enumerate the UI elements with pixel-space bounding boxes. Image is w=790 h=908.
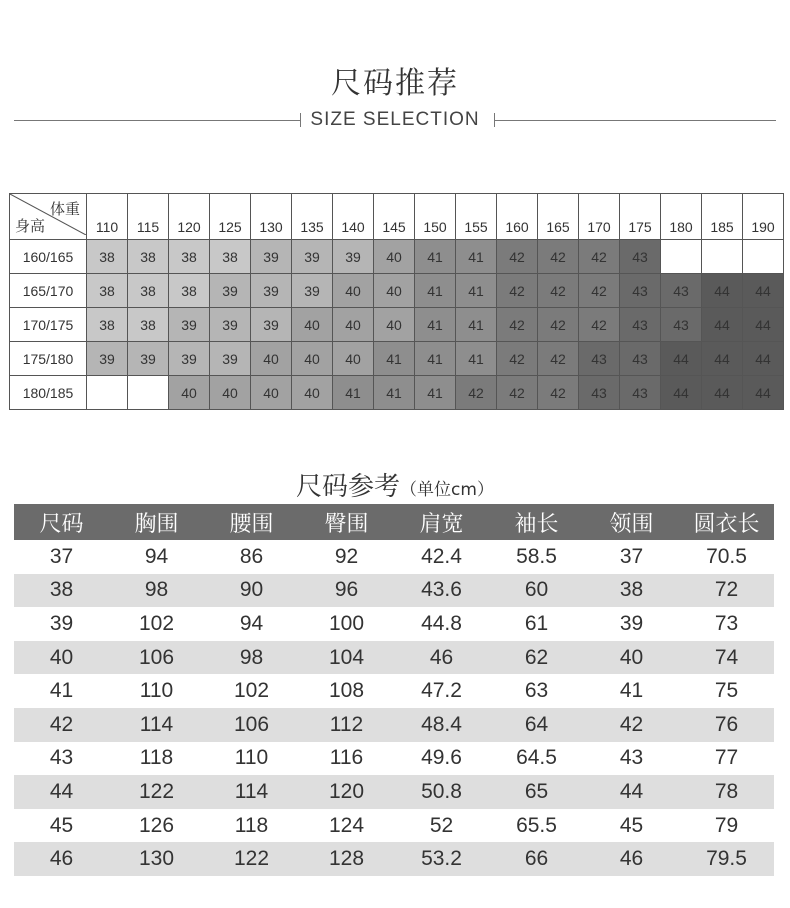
size-cell: 43 <box>620 342 661 376</box>
size-cell: 42 <box>579 274 620 308</box>
size-cell: 43 <box>661 274 702 308</box>
size-cell: 39 <box>251 308 292 342</box>
reference-row <box>14 842 774 876</box>
size-cell: 40 <box>333 274 374 308</box>
size-cell: 43 <box>620 308 661 342</box>
reference-cell: 61 <box>524 611 549 635</box>
size-cell: 44 <box>702 274 743 308</box>
reference-cell: 130 <box>109 842 204 876</box>
weight-header-cell: 115 <box>128 194 169 240</box>
reference-cell: 98 <box>109 574 204 608</box>
reference-cell: 116 <box>329 746 364 770</box>
height-label-cell: 180/185 <box>10 376 87 410</box>
size-cell: 40 <box>292 308 333 342</box>
size-cell <box>702 240 743 274</box>
reference-cell: 37 <box>619 544 644 568</box>
reference-cell: 40 <box>584 641 679 675</box>
size-reference-table <box>14 504 774 876</box>
reference-cell: 106 <box>109 641 204 675</box>
size-cell: 41 <box>415 240 456 274</box>
divider-line-right <box>494 120 776 121</box>
reference-cell: 110 <box>139 679 174 703</box>
size-cell: 44 <box>743 376 784 410</box>
size-cell: 38 <box>169 274 210 308</box>
reference-cell: 39 <box>49 611 74 635</box>
reference-cell: 63 <box>524 679 549 703</box>
grid-row <box>10 376 784 410</box>
size-cell: 41 <box>456 240 497 274</box>
reference-cell: 38 <box>14 574 109 608</box>
size-cell: 44 <box>743 342 784 376</box>
size-cell: 39 <box>210 274 251 308</box>
reference-cell: 50.8 <box>394 775 489 809</box>
reference-cell: 74 <box>679 641 774 675</box>
size-recommendation-grid <box>9 193 784 410</box>
reference-cell: 104 <box>299 641 394 675</box>
reference-header-cell: 领围 <box>584 504 679 540</box>
size-cell: 39 <box>292 274 333 308</box>
weight-header-cell: 110 <box>87 194 128 240</box>
size-cell <box>87 376 128 410</box>
reference-cell: 42 <box>584 708 679 742</box>
reference-cell: 44.8 <box>421 611 462 635</box>
reference-cell: 79.5 <box>679 842 774 876</box>
reference-cell: 62 <box>489 641 584 675</box>
size-cell: 44 <box>661 342 702 376</box>
reference-cell: 64.5 <box>516 746 557 770</box>
size-cell: 39 <box>128 342 169 376</box>
size-cell: 40 <box>169 376 210 410</box>
reference-cell: 96 <box>299 574 394 608</box>
weight-header-cell: 155 <box>456 194 497 240</box>
size-cell: 40 <box>292 342 333 376</box>
size-cell: 40 <box>210 376 251 410</box>
reference-cell: 122 <box>109 775 204 809</box>
weight-header-cell: 185 <box>702 194 743 240</box>
size-cell: 39 <box>333 240 374 274</box>
reference-cell: 114 <box>109 708 204 742</box>
size-cell: 40 <box>251 376 292 410</box>
size-cell: 43 <box>620 274 661 308</box>
reference-cell: 46 <box>14 842 109 876</box>
reference-cell: 41 <box>49 679 74 703</box>
reference-cell: 52 <box>429 813 454 837</box>
size-cell: 38 <box>87 274 128 308</box>
size-cell: 44 <box>661 376 702 410</box>
size-cell: 41 <box>456 308 497 342</box>
reference-cell: 90 <box>204 574 299 608</box>
weight-header-cell: 160 <box>497 194 538 240</box>
reference-cell: 49.6 <box>421 746 462 770</box>
weight-header-cell: 145 <box>374 194 415 240</box>
reference-cell: 92 <box>334 544 359 568</box>
reference-row <box>14 674 774 708</box>
reference-cell: 60 <box>489 574 584 608</box>
reference-header-row <box>14 504 774 540</box>
weight-header-cell: 125 <box>210 194 251 240</box>
size-cell: 41 <box>456 342 497 376</box>
size-cell <box>128 376 169 410</box>
size-cell: 39 <box>169 308 210 342</box>
size-cell: 42 <box>497 342 538 376</box>
reference-cell: 44 <box>584 775 679 809</box>
reference-cell: 79 <box>714 813 739 837</box>
corner-height-label: 身高 <box>15 218 46 235</box>
reference-cell: 45 <box>49 813 74 837</box>
reference-cell: 124 <box>328 813 365 837</box>
reference-header-cell: 胸围 <box>109 504 204 540</box>
weight-header-cell: 190 <box>743 194 784 240</box>
height-label-cell: 165/170 <box>10 274 87 308</box>
size-cell: 40 <box>333 342 374 376</box>
size-cell: 43 <box>620 240 661 274</box>
reference-cell: 39 <box>619 611 644 635</box>
size-cell: 38 <box>128 274 169 308</box>
reference-row <box>14 775 774 809</box>
grid-header-row <box>10 194 784 240</box>
grid-corner-cell <box>10 194 87 240</box>
reference-cell: 53.2 <box>394 842 489 876</box>
size-cell: 43 <box>661 308 702 342</box>
size-cell: 38 <box>87 240 128 274</box>
weight-header-cell: 175 <box>620 194 661 240</box>
size-cell: 42 <box>497 240 538 274</box>
reference-cell: 43 <box>619 746 644 770</box>
reference-header-cell: 尺码 <box>14 504 109 540</box>
reference-row <box>14 809 774 843</box>
size-cell: 41 <box>415 308 456 342</box>
reference-row <box>14 708 774 742</box>
weight-header-cell: 180 <box>661 194 702 240</box>
reference-cell: 110 <box>234 746 269 770</box>
reference-cell: 94 <box>239 611 264 635</box>
reference-header-cell: 袖长 <box>489 504 584 540</box>
reference-cell: 122 <box>204 842 299 876</box>
weight-header-cell: 165 <box>538 194 579 240</box>
grid-row <box>10 274 784 308</box>
reference-header-cell: 肩宽 <box>394 504 489 540</box>
reference-row <box>14 607 774 641</box>
reference-cell: 126 <box>138 813 175 837</box>
size-cell: 42 <box>579 308 620 342</box>
size-cell: 40 <box>333 308 374 342</box>
reference-header-cell: 圆衣长 <box>679 504 774 540</box>
size-cell: 42 <box>497 308 538 342</box>
reference-cell: 112 <box>299 708 394 742</box>
reference-cell: 40 <box>14 641 109 675</box>
size-cell: 44 <box>702 308 743 342</box>
size-cell: 42 <box>497 274 538 308</box>
size-cell: 44 <box>743 274 784 308</box>
reference-cell: 41 <box>619 679 644 703</box>
reference-unit: （单位cm） <box>400 480 494 500</box>
reference-cell: 86 <box>239 544 264 568</box>
height-label-cell: 170/175 <box>10 308 87 342</box>
reference-cell: 120 <box>299 775 394 809</box>
reference-cell: 45 <box>619 813 644 837</box>
size-cell: 39 <box>251 274 292 308</box>
page-title: 尺码推荐 <box>331 66 459 101</box>
size-cell: 43 <box>620 376 661 410</box>
grid-row <box>10 308 784 342</box>
reference-cell: 46 <box>584 842 679 876</box>
reference-row <box>14 574 774 608</box>
size-cell: 42 <box>538 240 579 274</box>
corner-weight-label: 体重 <box>49 201 80 218</box>
weight-header-cell: 140 <box>333 194 374 240</box>
size-cell: 42 <box>538 342 579 376</box>
grid-row <box>10 240 784 274</box>
reference-cell: 47.2 <box>421 679 462 703</box>
page-subtitle: SIZE SELECTION <box>310 109 480 130</box>
reference-header-cell: 腰围 <box>204 504 299 540</box>
size-cell: 38 <box>128 240 169 274</box>
reference-cell: 66 <box>489 842 584 876</box>
size-cell: 41 <box>456 274 497 308</box>
size-cell: 39 <box>87 342 128 376</box>
height-label-cell: 160/165 <box>10 240 87 274</box>
reference-cell: 42 <box>14 708 109 742</box>
size-cell: 38 <box>210 240 251 274</box>
reference-cell: 37 <box>49 544 74 568</box>
size-cell: 42 <box>579 240 620 274</box>
size-cell: 40 <box>374 308 415 342</box>
size-cell: 42 <box>538 274 579 308</box>
size-cell: 39 <box>210 342 251 376</box>
size-cell: 41 <box>415 376 456 410</box>
reference-cell: 73 <box>714 611 739 635</box>
size-cell: 39 <box>251 240 292 274</box>
reference-row <box>14 540 774 574</box>
reference-cell: 64 <box>489 708 584 742</box>
size-cell: 41 <box>333 376 374 410</box>
size-cell: 39 <box>292 240 333 274</box>
weight-header-cell: 150 <box>415 194 456 240</box>
size-cell: 43 <box>579 342 620 376</box>
weight-header-cell: 120 <box>169 194 210 240</box>
reference-cell: 102 <box>138 611 175 635</box>
reference-cell: 44 <box>14 775 109 809</box>
size-cell: 44 <box>743 308 784 342</box>
reference-cell: 48.4 <box>394 708 489 742</box>
reference-cell: 98 <box>204 641 299 675</box>
reference-title <box>0 466 790 503</box>
reference-cell: 108 <box>328 679 365 703</box>
reference-cell: 46 <box>394 641 489 675</box>
subtitle-divider <box>14 108 776 134</box>
size-cell: 38 <box>169 240 210 274</box>
reference-cell: 102 <box>233 679 270 703</box>
reference-cell: 43 <box>49 746 74 770</box>
grid-row <box>10 342 784 376</box>
reference-row <box>14 641 774 675</box>
size-cell: 40 <box>251 342 292 376</box>
reference-cell: 100 <box>328 611 365 635</box>
reference-cell: 76 <box>679 708 774 742</box>
size-cell: 40 <box>374 240 415 274</box>
size-cell: 44 <box>702 342 743 376</box>
reference-cell: 43.6 <box>394 574 489 608</box>
size-cell: 38 <box>87 308 128 342</box>
size-cell: 40 <box>292 376 333 410</box>
size-cell: 43 <box>579 376 620 410</box>
size-cell: 44 <box>702 376 743 410</box>
weight-header-cell: 170 <box>579 194 620 240</box>
reference-cell: 78 <box>679 775 774 809</box>
reference-cell: 106 <box>204 708 299 742</box>
reference-cell: 118 <box>139 746 174 770</box>
size-cell: 41 <box>415 274 456 308</box>
reference-cell: 77 <box>714 746 739 770</box>
weight-header-cell: 130 <box>251 194 292 240</box>
size-cell <box>661 240 702 274</box>
reference-header-cell: 臀围 <box>299 504 394 540</box>
size-cell: 41 <box>415 342 456 376</box>
size-cell: 41 <box>374 342 415 376</box>
reference-cell: 42.4 <box>421 544 462 568</box>
size-cell: 42 <box>456 376 497 410</box>
reference-cell: 38 <box>584 574 679 608</box>
reference-row <box>14 742 774 776</box>
reference-cell: 118 <box>234 813 269 837</box>
size-cell: 40 <box>374 274 415 308</box>
reference-cell: 75 <box>714 679 739 703</box>
reference-cell: 58.5 <box>516 544 557 568</box>
size-cell: 42 <box>538 376 579 410</box>
size-cell: 41 <box>374 376 415 410</box>
size-cell: 42 <box>538 308 579 342</box>
size-cell: 42 <box>497 376 538 410</box>
weight-header-cell: 135 <box>292 194 333 240</box>
reference-cell: 94 <box>144 544 169 568</box>
height-label-cell: 175/180 <box>10 342 87 376</box>
size-cell: 39 <box>210 308 251 342</box>
size-cell: 39 <box>169 342 210 376</box>
reference-cell: 114 <box>204 775 299 809</box>
size-cell <box>743 240 784 274</box>
size-cell: 38 <box>128 308 169 342</box>
reference-cell: 128 <box>299 842 394 876</box>
reference-title-text: 尺码参考 <box>296 472 401 502</box>
reference-cell: 65.5 <box>516 813 557 837</box>
reference-cell: 72 <box>679 574 774 608</box>
reference-cell: 70.5 <box>706 544 747 568</box>
reference-cell: 65 <box>489 775 584 809</box>
